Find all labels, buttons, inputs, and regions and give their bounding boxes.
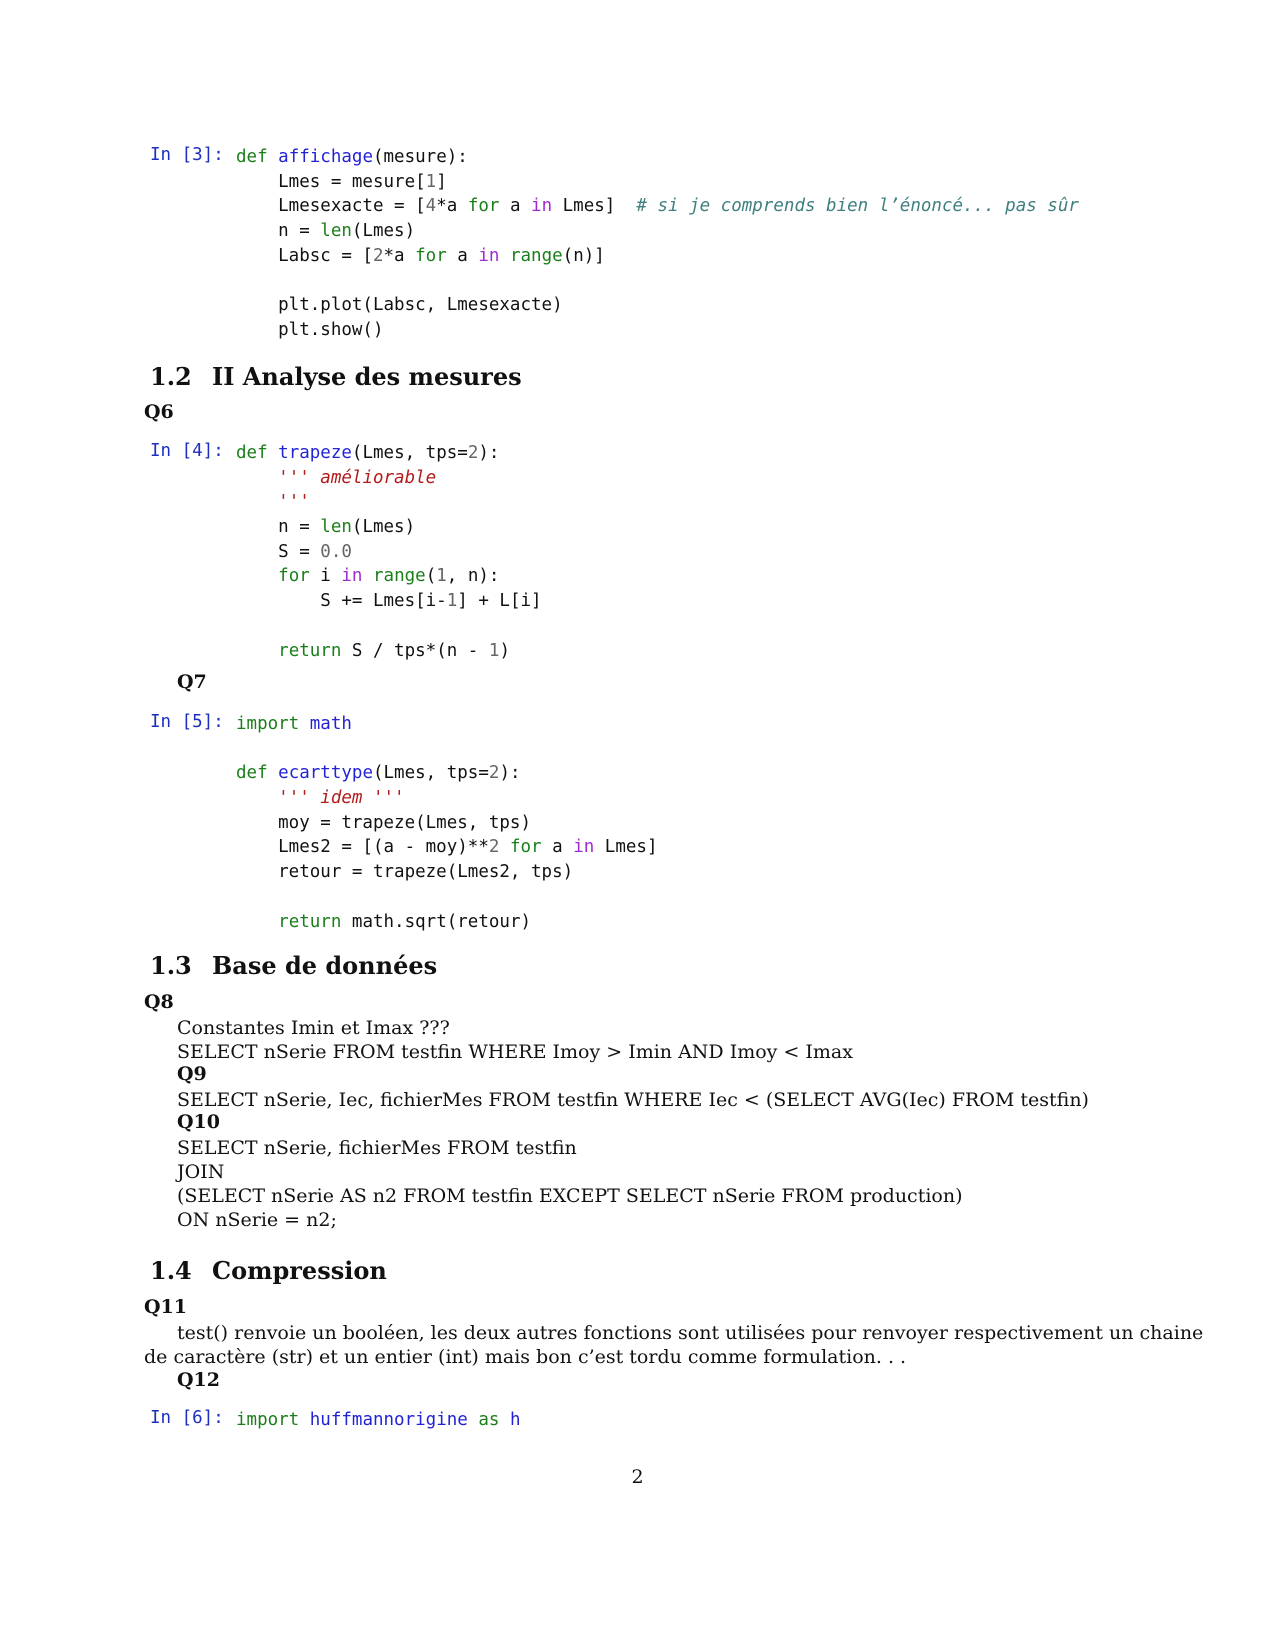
- code-token: (: [425, 566, 437, 587]
- code-token: [299, 1410, 310, 1430]
- code-token: [268, 443, 279, 463]
- code-token: 1: [436, 566, 447, 587]
- answer-text: test() renvoie un booléen, les deux autres fonctions sont utilisées pour renvoyer respectivement un chaine: [177, 1322, 1204, 1344]
- code-token: (n)]: [562, 245, 605, 266]
- code-token: import: [236, 714, 300, 734]
- code-token: *a: [436, 196, 468, 217]
- code-token: return: [278, 640, 342, 661]
- code-line: [236, 835, 657, 860]
- code-block: [236, 712, 657, 934]
- code-token: (Lmes, tps=: [351, 443, 468, 463]
- code-line: [236, 194, 1079, 219]
- question-label-q11: Q11: [144, 1296, 187, 1318]
- answer-text: SELECT nSerie FROM testfin WHERE Imoy > Imin AND Imoy < Imax: [177, 1041, 853, 1063]
- code-token: Labsc = [: [236, 245, 373, 266]
- code-token: 2: [467, 443, 479, 463]
- code-token: Lmes2 = [(a - moy)**: [236, 837, 489, 858]
- code-token: ):: [478, 443, 500, 463]
- code-token: ''' améliorable: [278, 467, 437, 488]
- code-token: Lmes]: [594, 837, 658, 858]
- code-token: for: [467, 196, 500, 217]
- code-token: [236, 641, 278, 661]
- code-token: ecarttype: [278, 763, 373, 784]
- code-token: ): [499, 640, 510, 661]
- code-token: in: [573, 837, 595, 858]
- code-line: [236, 564, 542, 589]
- code-token: in: [531, 196, 553, 217]
- code-token: 1: [488, 640, 500, 661]
- code-line: [236, 145, 1079, 170]
- answer-text: Constantes Imin et Imax ???: [177, 1017, 450, 1039]
- code-token: ''': [278, 492, 310, 513]
- code-token: moy = trapeze(Lmes, tps): [236, 812, 532, 833]
- code-line: [236, 885, 657, 910]
- code-token: 1: [425, 171, 437, 192]
- code-token: range: [509, 245, 563, 266]
- cell-prompt: In [5]:: [150, 712, 224, 732]
- answer-text: ON nSerie = n2;: [177, 1209, 337, 1231]
- code-line: [236, 540, 542, 565]
- code-line: [236, 614, 542, 639]
- question-label-q6: Q6: [144, 401, 174, 423]
- code-token: (Lmes, tps=: [372, 763, 489, 784]
- answer-text: de caractère (str) et un entier (int) mais bon c’est tordu comme formulation. . .: [144, 1346, 907, 1368]
- answer-text: (SELECT nSerie AS n2 FROM testfin EXCEPT SELECT nSerie FROM production): [177, 1185, 963, 1207]
- code-token: as: [478, 1410, 500, 1430]
- code-token: import: [236, 1410, 300, 1430]
- code-line: [236, 318, 1079, 343]
- code-token: len: [320, 517, 352, 538]
- question-label-q7: Q7: [177, 671, 207, 693]
- code-line: [236, 811, 657, 836]
- section-heading-1-3: [150, 951, 437, 980]
- answer-text: JOIN: [177, 1161, 225, 1183]
- code-token: [236, 912, 278, 932]
- code-token: [299, 714, 310, 734]
- code-token: h: [509, 1410, 521, 1430]
- code-token: retour = trapeze(Lmes2, tps): [236, 862, 574, 883]
- code-line: [236, 170, 1079, 195]
- code-token: S += Lmes[i-: [236, 591, 447, 612]
- code-token: [236, 492, 278, 512]
- code-token: trapeze: [278, 443, 352, 463]
- section-number: 1.3: [150, 951, 192, 980]
- section-title: II Analyse des mesures: [212, 362, 522, 391]
- cell-prompt: In [6]:: [150, 1408, 224, 1428]
- code-token: i: [309, 566, 342, 587]
- code-token: [499, 1410, 510, 1430]
- code-token: n =: [236, 221, 321, 242]
- code-token: 2: [372, 245, 384, 266]
- code-token: [499, 837, 510, 857]
- section-heading-1-2: [150, 362, 522, 391]
- code-token: len: [320, 221, 352, 242]
- code-token: Lmes = mesure[: [236, 171, 426, 192]
- code-line: [236, 268, 1079, 293]
- code-token: S =: [236, 541, 321, 562]
- code-token: [236, 788, 278, 808]
- code-line: [236, 1408, 521, 1433]
- code-token: n =: [236, 517, 321, 538]
- code-block: [236, 1408, 521, 1433]
- code-token: [236, 468, 278, 488]
- code-token: plt.show(): [236, 319, 384, 340]
- code-token: ''' idem ''': [278, 788, 405, 809]
- code-token: return: [278, 911, 342, 932]
- code-block: [236, 145, 1079, 343]
- code-line: [236, 490, 542, 515]
- code-line: [236, 761, 657, 786]
- code-token: 2: [488, 837, 500, 858]
- code-token: [268, 763, 279, 783]
- code-token: in: [478, 245, 500, 266]
- code-line: [236, 589, 542, 614]
- code-token: range: [373, 566, 426, 587]
- section-heading-1-4: [150, 1256, 387, 1285]
- section-number: 1.4: [150, 1256, 192, 1285]
- code-token: def: [236, 763, 268, 784]
- answer-text: SELECT nSerie, Iec, fichierMes FROM testfin WHERE Iec < (SELECT AVG(Iec) FROM testfin): [177, 1089, 1089, 1111]
- code-token: for: [415, 245, 447, 266]
- code-token: Lmes]: [552, 196, 637, 217]
- code-token: for: [509, 837, 542, 858]
- code-token: huffmannorigine: [309, 1410, 468, 1430]
- cell-prompt: In [4]:: [150, 441, 224, 461]
- code-token: [499, 246, 510, 266]
- code-token: affichage: [278, 147, 373, 167]
- code-token: plt.plot(Labsc, Lmesexacte): [236, 295, 563, 316]
- question-label-q12: Q12: [177, 1369, 220, 1391]
- code-line: [236, 910, 657, 935]
- code-line: [236, 860, 657, 885]
- code-token: ] + L[i]: [457, 591, 542, 612]
- code-token: def: [236, 147, 268, 167]
- code-token: ]: [436, 171, 447, 192]
- code-token: a: [446, 245, 479, 266]
- question-label-q10: Q10: [177, 1111, 220, 1133]
- code-token: math.sqrt(retour): [341, 911, 532, 932]
- code-token: for: [278, 566, 310, 587]
- page-number: 2: [631, 1466, 644, 1488]
- code-token: 4: [425, 196, 437, 217]
- cell-prompt: In [3]:: [150, 145, 224, 165]
- code-token: , n):: [446, 566, 500, 587]
- code-line: [236, 515, 542, 540]
- code-token: (mesure):: [372, 147, 468, 167]
- code-token: S / tps*(n -: [341, 640, 489, 661]
- code-token: a: [541, 837, 574, 858]
- code-token: *a: [383, 245, 416, 266]
- code-token: [236, 566, 278, 586]
- code-line: [236, 466, 542, 491]
- code-token: 0.0: [320, 541, 352, 562]
- code-token: [268, 147, 279, 167]
- code-line: [236, 639, 542, 664]
- code-token: math: [309, 714, 352, 734]
- code-token: def: [236, 443, 268, 463]
- code-token: [468, 1410, 479, 1430]
- code-token: (Lmes): [351, 221, 416, 242]
- code-line: [236, 293, 1079, 318]
- code-token: 1: [446, 591, 458, 612]
- question-label-q8: Q8: [144, 991, 174, 1013]
- code-line: [236, 441, 542, 466]
- code-line: [236, 219, 1079, 244]
- code-token: ):: [499, 763, 521, 784]
- code-line: [236, 737, 657, 762]
- code-line: [236, 712, 657, 737]
- code-token: (Lmes): [351, 517, 416, 538]
- code-line: [236, 244, 1079, 269]
- question-label-q9: Q9: [177, 1063, 207, 1085]
- section-title: Base de données: [212, 951, 438, 980]
- code-token: [362, 566, 373, 586]
- code-token: 2: [488, 763, 500, 784]
- code-token: a: [499, 196, 532, 217]
- code-token: # si je comprends bien l’énoncé... pas sûr: [636, 196, 1079, 217]
- code-line: [236, 786, 657, 811]
- answer-text: SELECT nSerie, fichierMes FROM testfin: [177, 1137, 577, 1159]
- code-block: [236, 441, 542, 663]
- section-title: Compression: [212, 1256, 387, 1285]
- section-number: 1.2: [150, 362, 192, 391]
- code-token: Lmesexacte = [: [236, 196, 426, 217]
- code-token: in: [341, 566, 363, 587]
